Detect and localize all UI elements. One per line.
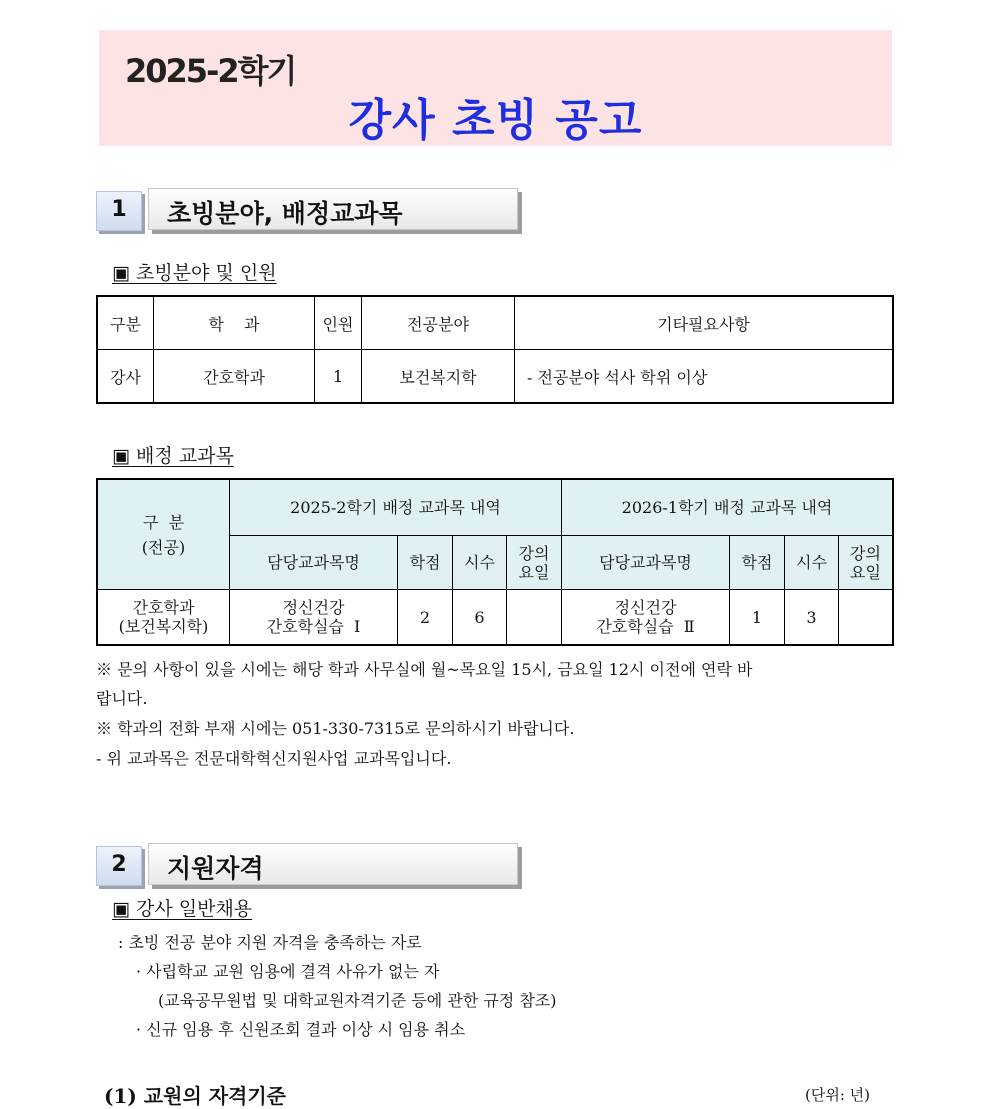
title-banner: [99, 30, 892, 146]
category-label: 구 분: [142, 512, 185, 532]
recruitment-table: [96, 295, 894, 404]
header-cell: 기타필요사항: [515, 296, 894, 350]
page-title: 강사 초빙 공고: [348, 95, 643, 146]
qualification-line: (교육공무원법 및 대학교원자격기준 등에 관한 규정 참조): [158, 991, 557, 1010]
category-sublabel: (전공): [141, 537, 186, 557]
table-header-row: [97, 479, 893, 536]
dept-cell: [97, 590, 230, 646]
table-row: [97, 350, 893, 404]
table-cell: 간호학과: [154, 350, 315, 404]
day-cell: [507, 590, 562, 646]
qualification-line: · 신규 임용 후 신원조회 결과 이상 시 임용 취소: [136, 1020, 466, 1039]
header-cell: 학점: [398, 536, 453, 590]
term-label: 2025-2학기: [125, 52, 296, 90]
course-line: 정신건강: [614, 598, 677, 617]
table-cell: 1: [315, 350, 362, 404]
hours-cell: 3: [785, 590, 839, 646]
black-square-icon: ▣: [112, 262, 130, 284]
header-cell: 담당교과목명: [562, 536, 730, 590]
section-title-box: [148, 188, 518, 230]
header-line: 요일: [518, 562, 550, 582]
table-cell: - 전공분야 석사 학위 이상: [515, 350, 894, 404]
header-cell: 인원: [315, 296, 362, 350]
table-header-row: [97, 296, 893, 350]
subheading-recruitment: [112, 258, 277, 285]
credit-cell: 1: [730, 590, 785, 646]
subheading-label: 강사 일반채용: [136, 898, 253, 920]
note-line: 랍니다.: [96, 689, 148, 708]
subheading-qualification-criteria: (1) 교원의 자격기준: [104, 1084, 287, 1108]
table-cell: 강사: [97, 350, 154, 404]
section-title: 초빙분야, 배정교과목: [167, 199, 403, 228]
section-number: 2: [96, 846, 142, 886]
subheading-label: 초빙분야 및 인원: [136, 262, 277, 284]
course-line: 간호학실습 Ⅱ: [596, 617, 695, 636]
section-title-box: [148, 843, 518, 885]
subheading-label: 배정 교과목: [136, 445, 234, 467]
header-cell: 시수: [785, 536, 839, 590]
credit-cell: 2: [398, 590, 453, 646]
header-line: 요일: [850, 562, 881, 582]
black-square-icon: ▣: [112, 445, 130, 467]
header-cell: [507, 536, 562, 590]
table-cell: 보건복지학: [362, 350, 515, 404]
header-cell: 학 과: [154, 296, 315, 350]
course-line: 정신건강: [282, 598, 345, 617]
qualification-line: · 사립학교 교원 임용에 결격 사유가 없는 자: [136, 962, 440, 981]
hours-cell: 6: [453, 590, 507, 646]
note-line: ※ 문의 사항이 있을 시에는 해당 학과 사무실에 월~목요일 15시, 금요일 12시 이전에 연락 바: [96, 660, 753, 679]
header-cell-category: [97, 479, 230, 590]
qualification-line: : 초빙 전공 분야 지원 자격을 충족하는 자로: [118, 933, 422, 952]
course-cell: [230, 590, 398, 646]
dept-line: (보건복지학): [118, 617, 209, 636]
black-square-icon: ▣: [112, 898, 130, 920]
header-cell-term2: 2026-1학기 배정 교과목 내역: [562, 479, 894, 536]
course-line: 간호학실습 Ⅰ: [266, 617, 361, 636]
header-cell: 학점: [730, 536, 785, 590]
dept-line: 간호학과: [132, 598, 195, 617]
section-title: 지원자격: [167, 854, 264, 883]
course-cell: [562, 590, 730, 646]
subheading-courses: [112, 441, 234, 468]
day-cell: [839, 590, 894, 646]
section-number: 1: [96, 191, 142, 231]
header-cell: 시수: [453, 536, 507, 590]
header-cell-term1: 2025-2학기 배정 교과목 내역: [230, 479, 562, 536]
header-line: 강의: [850, 543, 881, 563]
header-cell: 담당교과목명: [230, 536, 398, 590]
header-cell: [839, 536, 894, 590]
note-line: - 위 교과목은 전문대학혁신지원사업 교과목입니다.: [96, 749, 452, 768]
courses-table: [96, 478, 894, 646]
header-cell: 전공분야: [362, 296, 515, 350]
header-line: 강의: [518, 543, 550, 563]
table-row: [97, 590, 893, 646]
subheading-general-hiring: [112, 894, 252, 921]
header-cell: 구분: [97, 296, 154, 350]
unit-label: (단위: 년): [805, 1086, 870, 1104]
note-line: ※ 학과의 전화 부재 시에는 051-330-7315로 문의하시기 바랍니다.: [96, 719, 575, 738]
